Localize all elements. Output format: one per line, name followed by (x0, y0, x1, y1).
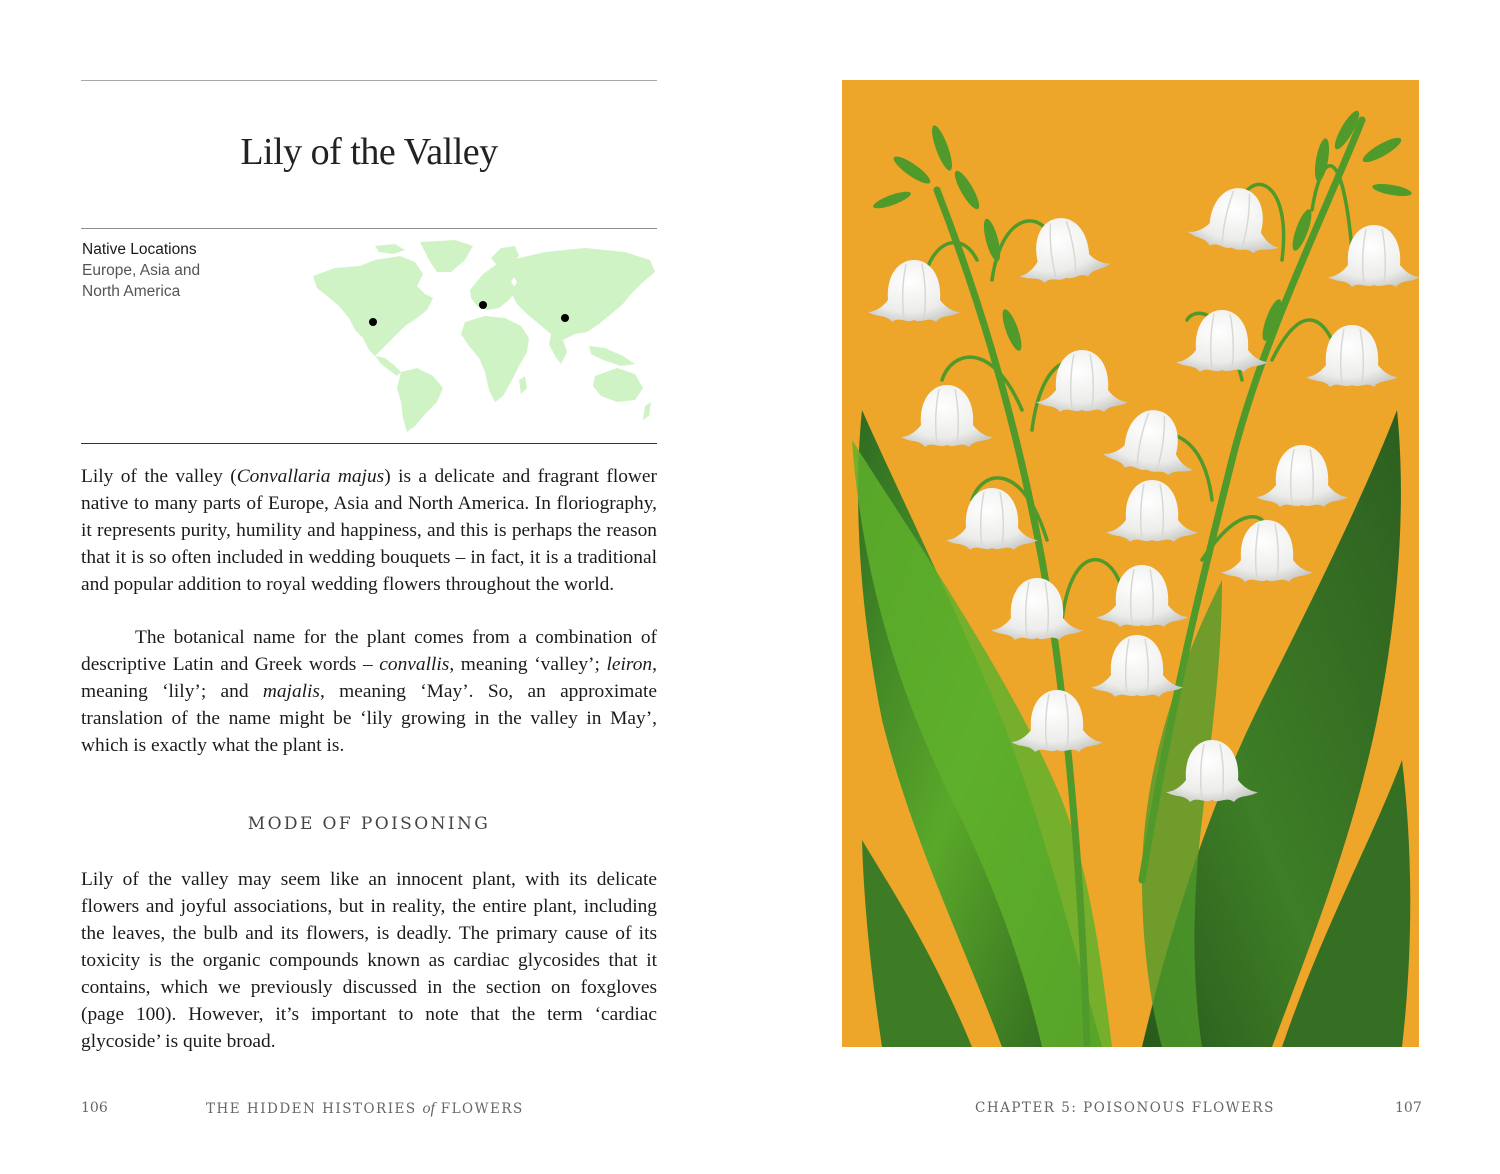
poisoning-paragraph: Lily of the valley may seem like an innocent plant, with its delicate flowers and joyful associations, but in reality, the entire plant, including the leaves, the bulb and its flowers, is deadly. The primary cause of its toxicity is the organic compounds known as cardiac glycosides that it contains, which we previously discussed in the section on foxgloves (page 100). However, it’s important to note that the term ‘cardiac glycoside’ is quite broad. (81, 869, 657, 1052)
native-locations (82, 239, 232, 302)
native-locations-label: Native Locations (82, 241, 197, 258)
page-title: Lily of the Valley (240, 131, 498, 173)
lily-of-the-valley-illustration (842, 80, 1419, 1047)
intro-paragraph: Lily of the valley (Convallaria majus) is a delicate and fragrant flower native to many parts of Europe, Asia and North America. In floriography, it represents purity, humility and happiness, and this is perhaps the reason that it is so often included in wedding bouquets – in fact, it is a traditional and popular addition to royal wedding flowers throughout the world. (81, 466, 657, 595)
page-number-right: 107 (1395, 1100, 1422, 1116)
world-map-icon (305, 238, 660, 433)
map-rule (81, 443, 657, 444)
title-rule (81, 228, 657, 229)
world-map (305, 238, 660, 433)
marker-asia (561, 314, 569, 322)
section-heading: MODE OF POISONING (247, 814, 491, 834)
running-head-right: CHAPTER 5: POISONOUS FLOWERS (975, 1100, 1275, 1116)
running-head-left: THE HIDDEN HISTORIES of FLOWERS (206, 1100, 524, 1117)
marker-europe (479, 301, 487, 309)
page-number-left: 106 (81, 1100, 108, 1116)
lily-plant-icon (842, 80, 1419, 1047)
etymology-paragraph: The botanical name for the plant comes from a combination of descriptive Latin and Greek words – convallis, meaning ‘valley’; leiron, meaning ‘lily’; and majalis, meaning ‘May’. So, an approximate translation of the name might be ‘lily growing in the valley in May’, which is exactly what the plant is. (81, 627, 657, 756)
marker-north-america (369, 318, 377, 326)
top-rule (81, 80, 657, 81)
native-locations-value: Europe, Asia and North America (82, 262, 201, 300)
